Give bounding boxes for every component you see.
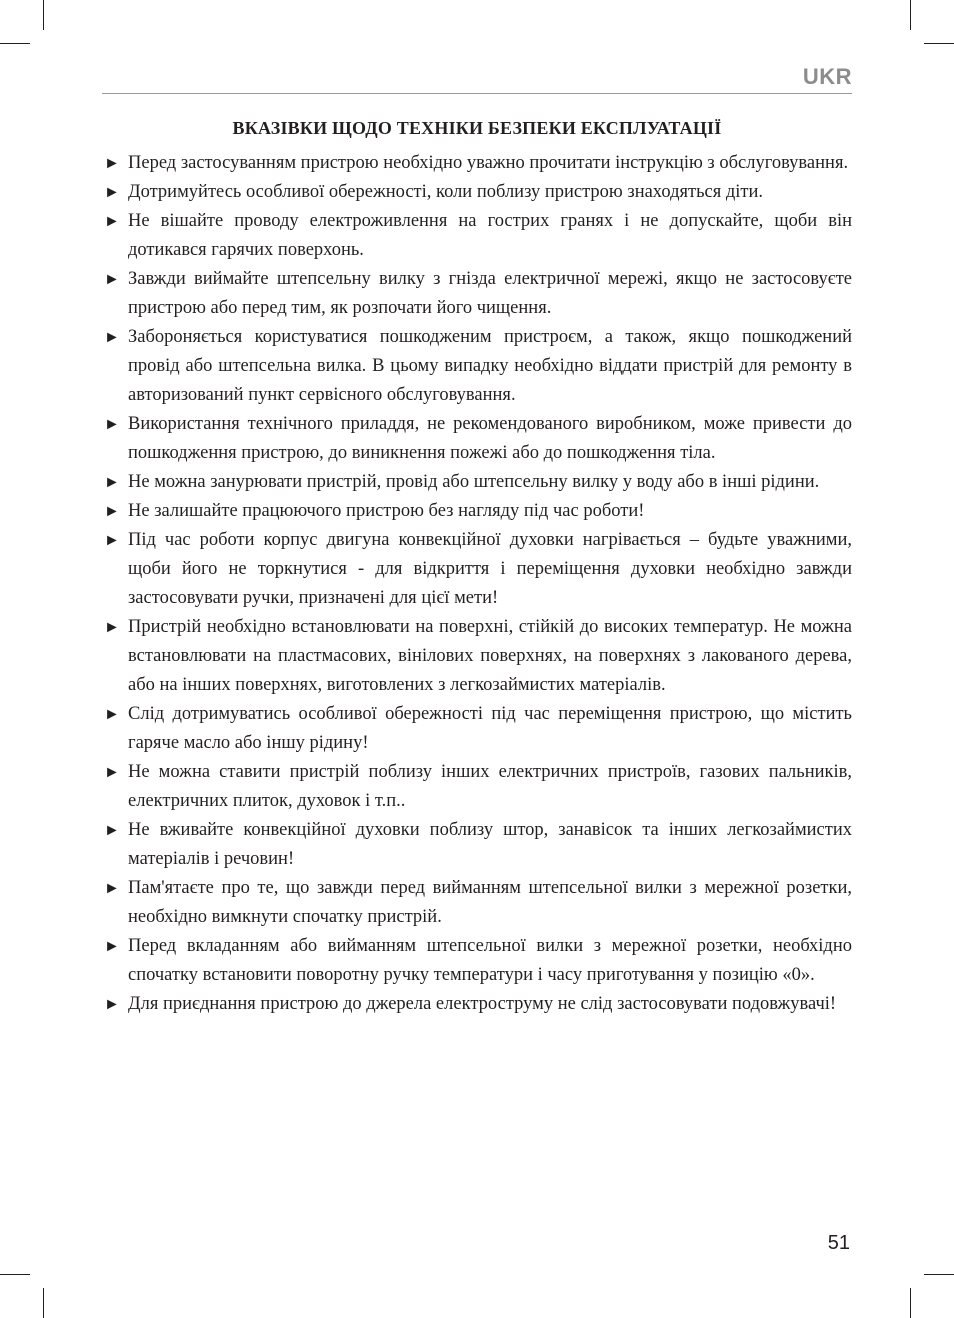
list-item-text: Для приєднання пристрою до джерела електроструму не слід застосовувати подовжувачі!	[128, 994, 837, 1014]
arrow-bullet-icon: ►	[104, 416, 120, 433]
arrow-bullet-icon: ►	[104, 706, 120, 723]
arrow-bullet-icon: ►	[104, 996, 120, 1013]
arrow-bullet-icon: ►	[104, 503, 120, 520]
list-item-text: Не можна ставити пристрій поблизу інших електричних пристроїв, газових пальників, електричних плиток, духовок і т.п..	[128, 762, 852, 811]
list-item-text: Пристрій необхідно встановлювати на поверхні, стійкій до високих температур. Не можна встановлювати на пластмасових, вінілових поверхнях, на поверхнях з лакованого дерева, або на інших поверхнях, виготовлених з легкозаймистих матеріалів.	[128, 617, 852, 695]
list-item-text: Під час роботи корпус двигуна конвекційної духовки нагрівається – будьте уважними, щоби його не торкнутися - для відкриття і переміщення духовки необхідно завжди застосовувати ручки, призначені для цієї мети!	[128, 530, 852, 608]
list-item-text: Не залишайте працюючого пристрою без нагляду під час роботи!	[128, 501, 645, 521]
list-item	[102, 265, 852, 323]
arrow-bullet-icon: ►	[104, 619, 120, 636]
arrow-bullet-icon: ►	[104, 213, 120, 230]
arrow-bullet-icon: ►	[104, 938, 120, 955]
crop-mark-bottom-left-horizontal	[0, 1274, 30, 1275]
language-code: UKR	[802, 64, 852, 89]
crop-mark-top-left-vertical	[43, 0, 44, 30]
safety-instructions-list	[102, 149, 852, 1019]
list-item	[102, 526, 852, 613]
list-item-text: Не вживайте конвекційної духовки поблизу штор, занавісок та інших легкозаймистих матеріалів і речовин!	[128, 820, 852, 869]
crop-mark-bottom-right-horizontal	[924, 1274, 954, 1275]
list-item-text: Забороняється користуватися пошкодженим пристроєм, а також, якщо пошкоджений провід або штепсельна вилка. В цьому випадку необхідно віддати пристрій для ремонту в авторизований пункт сервісного обслуговування.	[128, 327, 852, 405]
list-item	[102, 468, 852, 497]
list-item-text: Не можна занурювати пристрій, провід або штепсельну вилку у воду або в інші рідини.	[128, 472, 820, 492]
list-item-text: Використання технічного приладдя, не рекомендованого виробником, може привести до пошкодження пристрою, до виникнення пожежі або до пошкодження тіла.	[128, 414, 852, 463]
arrow-bullet-icon: ►	[104, 474, 120, 491]
list-item	[102, 990, 852, 1019]
list-item-text: Перед застосуванням пристрою необхідно уважно прочитати інструкцію з обслуговування.	[128, 153, 849, 173]
list-item-text: Завжди виймайте штепсельну вилку з гнізда електричної мережі, якщо не застосовуєте пристрою або перед тим, як розпочати його чищення.	[128, 269, 852, 318]
list-item	[102, 207, 852, 265]
list-item-text: Не вішайте проводу електроживлення на гострих гранях і не допускайте, щоби він дотикався гарячих поверхонь.	[128, 211, 852, 260]
list-item	[102, 816, 852, 874]
list-item-text: Пам'ятаєте про те, що завжди перед вийманням штепсельної вилки з мережної розетки, необхідно вимкнути спочатку пристрій.	[128, 878, 852, 927]
arrow-bullet-icon: ►	[104, 155, 120, 172]
arrow-bullet-icon: ►	[104, 764, 120, 781]
list-item-text: Дотримуйтесь особливої обережності, коли поблизу пристрою знаходяться діти.	[128, 182, 764, 202]
arrow-bullet-icon: ►	[104, 532, 120, 549]
arrow-bullet-icon: ►	[104, 184, 120, 201]
arrow-bullet-icon: ►	[104, 880, 120, 897]
crop-mark-top-left-horizontal	[0, 43, 30, 44]
list-item	[102, 410, 852, 468]
list-item	[102, 758, 852, 816]
list-item	[102, 700, 852, 758]
crop-mark-bottom-left-vertical	[43, 1288, 44, 1318]
list-item	[102, 613, 852, 700]
crop-mark-top-right-horizontal	[924, 43, 954, 44]
page-number: 51	[827, 1232, 850, 1254]
list-item	[102, 874, 852, 932]
crop-mark-bottom-right-vertical	[910, 1288, 911, 1318]
arrow-bullet-icon: ►	[104, 329, 120, 346]
arrow-bullet-icon: ►	[104, 822, 120, 839]
list-item-text: Перед вкладанням або вийманням штепсельної вилки з мережної розетки, необхідно спочатку встановити поворотну ручку температури і часу приготування у позицію «0».	[128, 936, 852, 985]
list-item	[102, 149, 852, 178]
section-title: ВКАЗІВКИ ЩОДО ТЕХНІКИ БЕЗПЕКИ ЕКСПЛУАТАЦІЇ	[232, 118, 722, 138]
crop-mark-top-right-vertical	[910, 0, 911, 30]
list-item-text: Слід дотримуватись особливої обережності під час переміщення пристрою, що містить гаряче масло або іншу рідину!	[128, 704, 852, 753]
list-item	[102, 932, 852, 990]
list-item	[102, 497, 852, 526]
list-item	[102, 178, 852, 207]
header-divider	[102, 93, 852, 94]
list-item	[102, 323, 852, 410]
arrow-bullet-icon: ►	[104, 271, 120, 288]
